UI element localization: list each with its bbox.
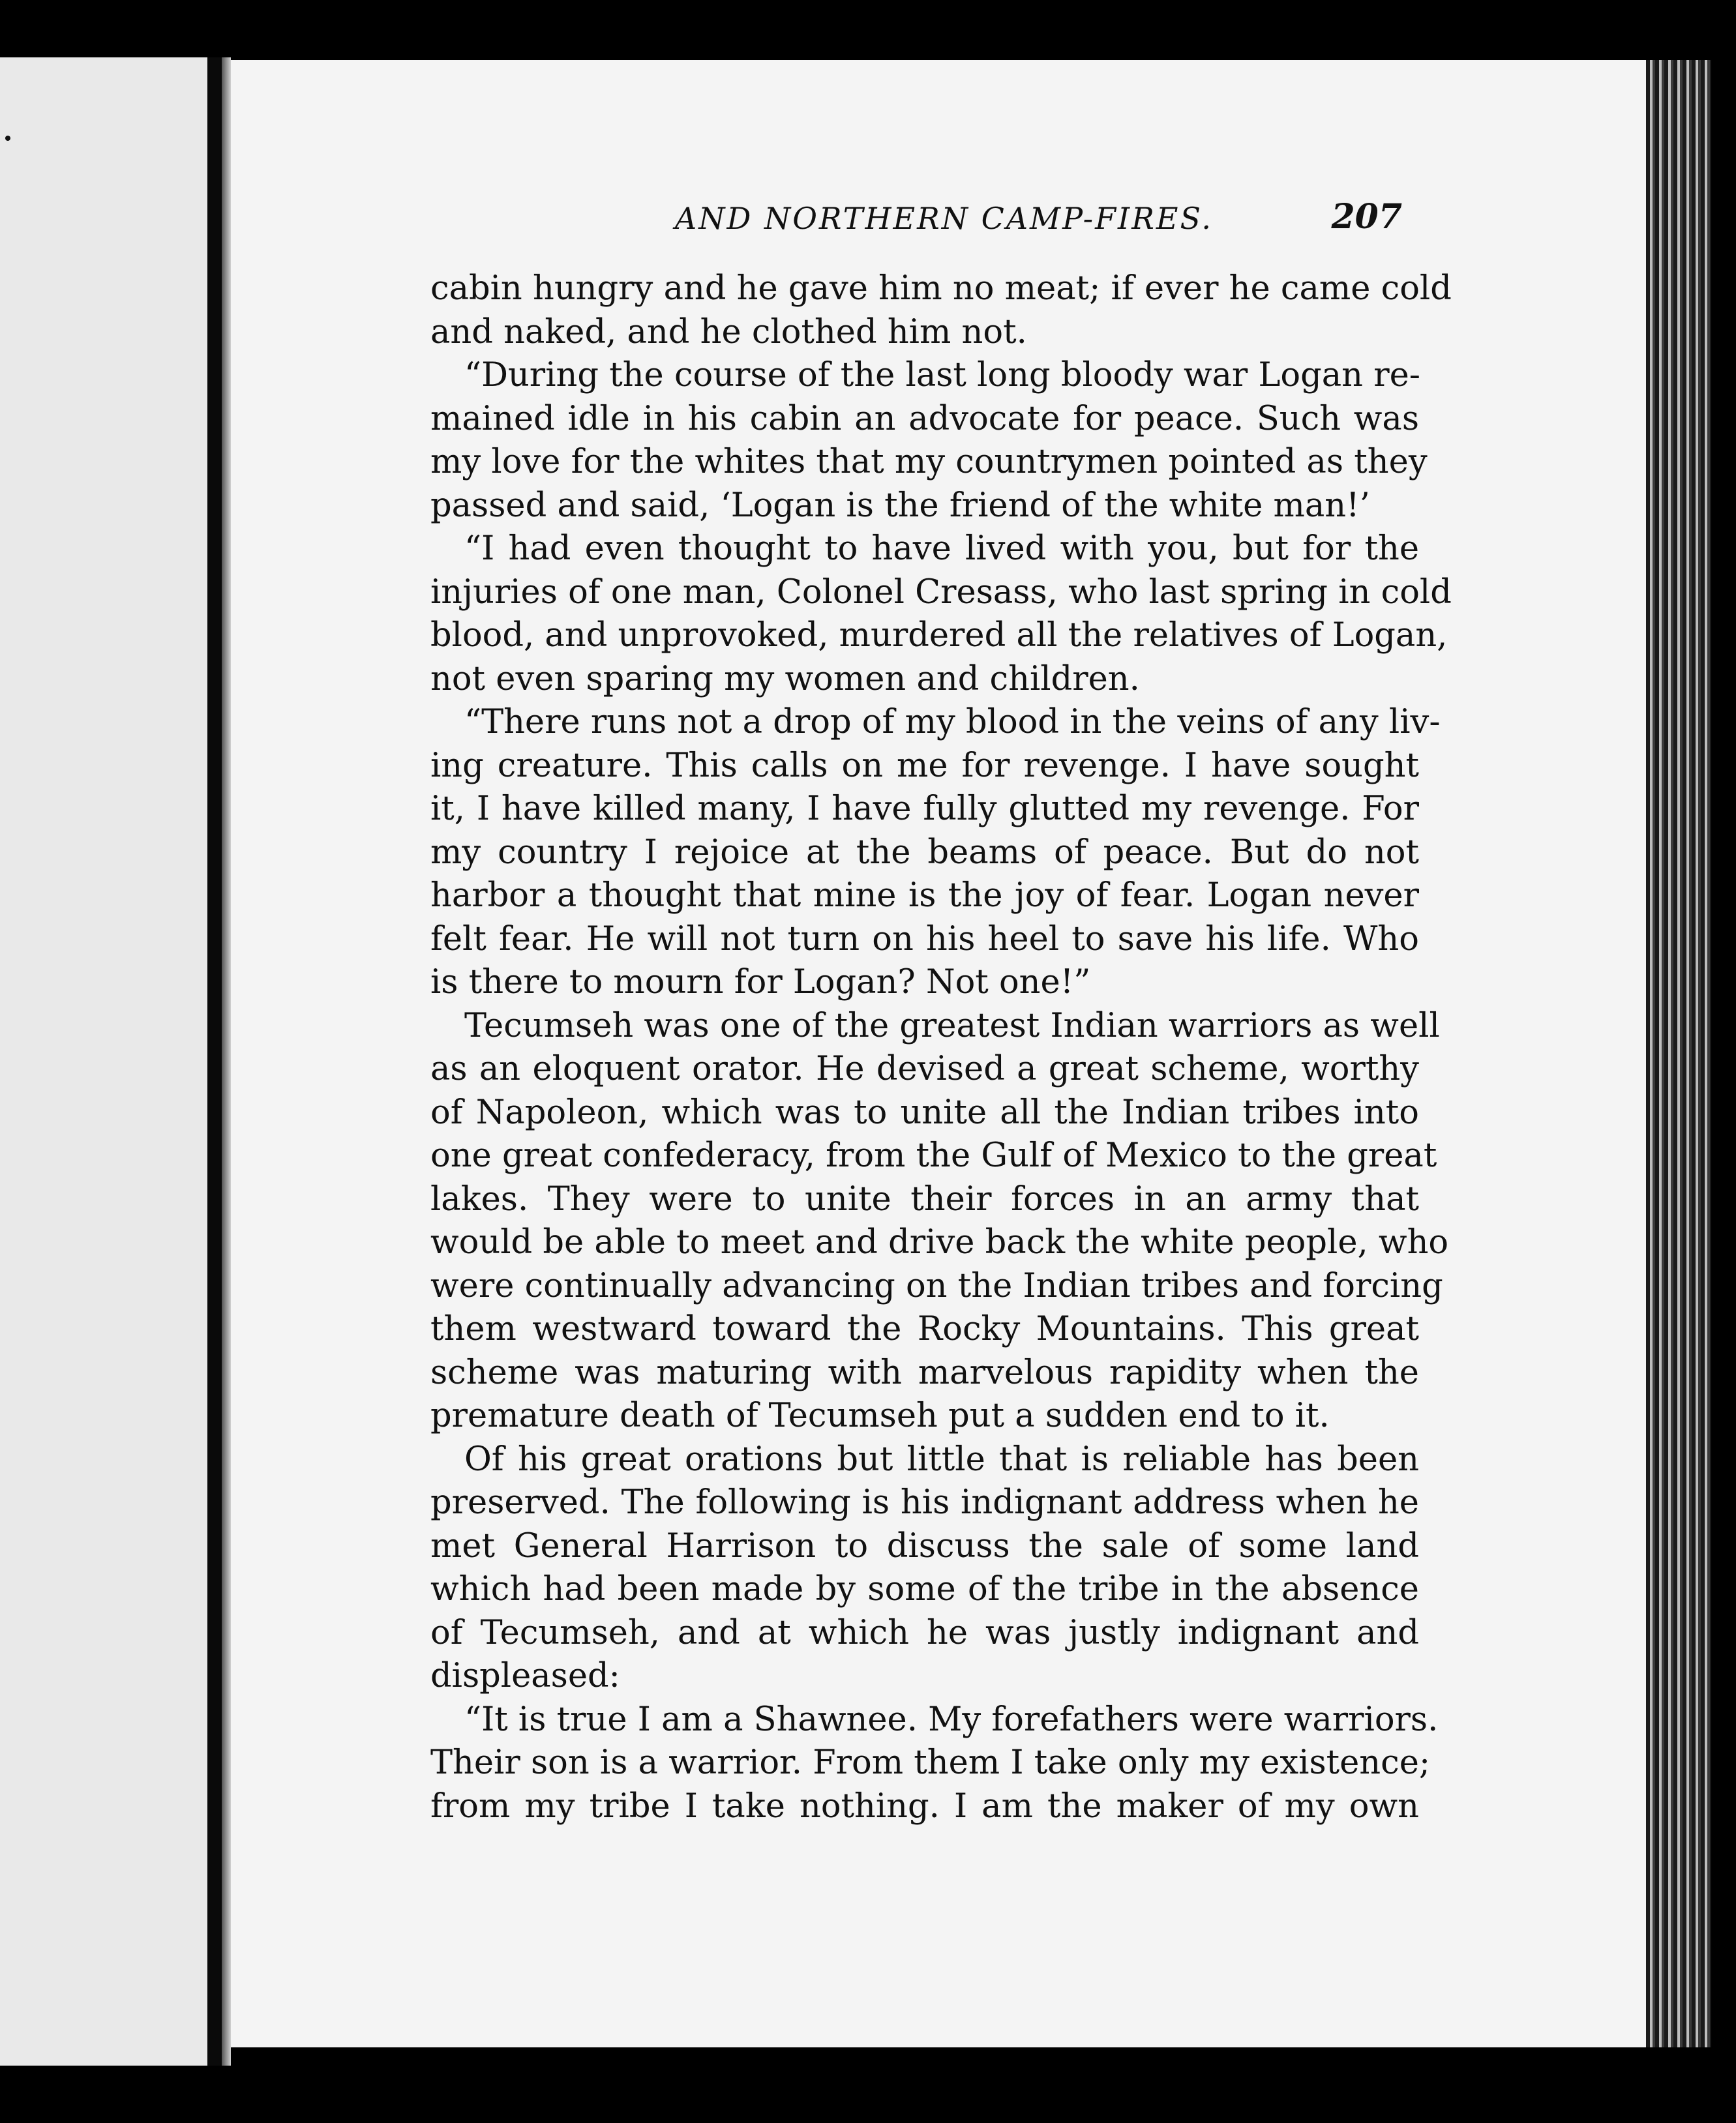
text-line: my country I rejoice at the beams of peace. But do not: [430, 833, 1419, 872]
text-line: cabin hungry and he gave him no meat; if ever he came cold: [430, 269, 1452, 308]
text-line: “I had even thought to have lived with you, but for the: [464, 529, 1419, 568]
text-line: lakes. They were to unite their forces in an army that: [430, 1180, 1419, 1219]
text-line: of Napoleon, which was to unite all the Indian tribes into: [430, 1093, 1419, 1132]
text-line: displeased:: [430, 1657, 620, 1695]
gutter-shadow: [222, 57, 231, 2066]
text-line: felt fear. He will not turn on his heel to save his life. Who: [430, 919, 1419, 958]
text-line: scheme was maturing with marvelous rapidity when the: [430, 1353, 1419, 1392]
text-line: Their son is a warrior. From them I take only my existence;: [430, 1744, 1431, 1782]
running-header: [450, 197, 1409, 249]
text-line: blood, and unprovoked, murdered all the relatives of Logan,: [430, 616, 1448, 655]
text-line: Tecumseh was one of the greatest Indian warriors as well: [464, 1006, 1440, 1045]
text-line: would be able to meet and drive back the white people, who: [430, 1223, 1449, 1262]
text-line: passed and said, ‘Logan is the friend of the white man!’: [430, 486, 1370, 525]
page-edges: [1646, 60, 1711, 2047]
running-title: AND NORTHERN CAMP-FIRES.: [675, 201, 1213, 236]
page-gutter: [207, 57, 222, 2066]
text-line: is there to mourn for Logan? Not one!”: [430, 963, 1091, 1002]
text-line: Of his great orations but little that is reliable has been: [464, 1440, 1419, 1479]
text-line: them westward toward the Rocky Mountains. This great: [430, 1310, 1419, 1348]
text-line: of Tecumseh, and at which he was justly indignant and: [430, 1613, 1419, 1652]
ink-speck: [5, 136, 10, 141]
text-line: injuries of one man, Colonel Cresass, who last spring in cold: [430, 572, 1452, 612]
text-line: preserved. The following is his indignant address when he: [430, 1483, 1419, 1522]
text-line: not even sparing my women and children.: [430, 659, 1140, 698]
text-line: which had been made by some of the tribe in the absence: [430, 1570, 1419, 1609]
text-line: one great confederacy, from the Gulf of Mexico to the great: [430, 1136, 1437, 1175]
text-line: from my tribe I take nothing. I am the maker of my own: [430, 1787, 1419, 1826]
text-line: “It is true I am a Shawnee. My forefathers were warriors.: [464, 1700, 1439, 1739]
text-line: it, I have killed many, I have fully glutted my revenge. For: [430, 790, 1419, 828]
facing-page-edge: [0, 57, 207, 2066]
text-line: and naked, and he clothed him not.: [430, 312, 1027, 351]
text-line: “There runs not a drop of my blood in the veins of any liv-: [464, 703, 1441, 741]
page-number: 207: [1331, 197, 1402, 237]
text-line: “During the course of the last long bloody war Logan re-: [464, 356, 1421, 394]
text-line: my love for the whites that my countrymen pointed as they: [430, 443, 1428, 481]
text-line: mained idle in his cabin an advocate for peace. Such was: [430, 399, 1419, 438]
text-line: premature death of Tecumseh put a sudden end to it.: [430, 1397, 1330, 1435]
text-line: were continually advancing on the Indian tribes and forcing: [430, 1266, 1443, 1305]
text-line: ing creature. This calls on me for revenge. I have sought: [430, 746, 1419, 785]
text-line: met General Harrison to discuss the sale of some land: [430, 1526, 1419, 1566]
text-line: harbor a thought that mine is the joy of fear. Logan never: [430, 876, 1419, 915]
body-text: [430, 267, 1452, 1828]
text-line: as an eloquent orator. He devised a great scheme, worthy: [430, 1050, 1419, 1088]
